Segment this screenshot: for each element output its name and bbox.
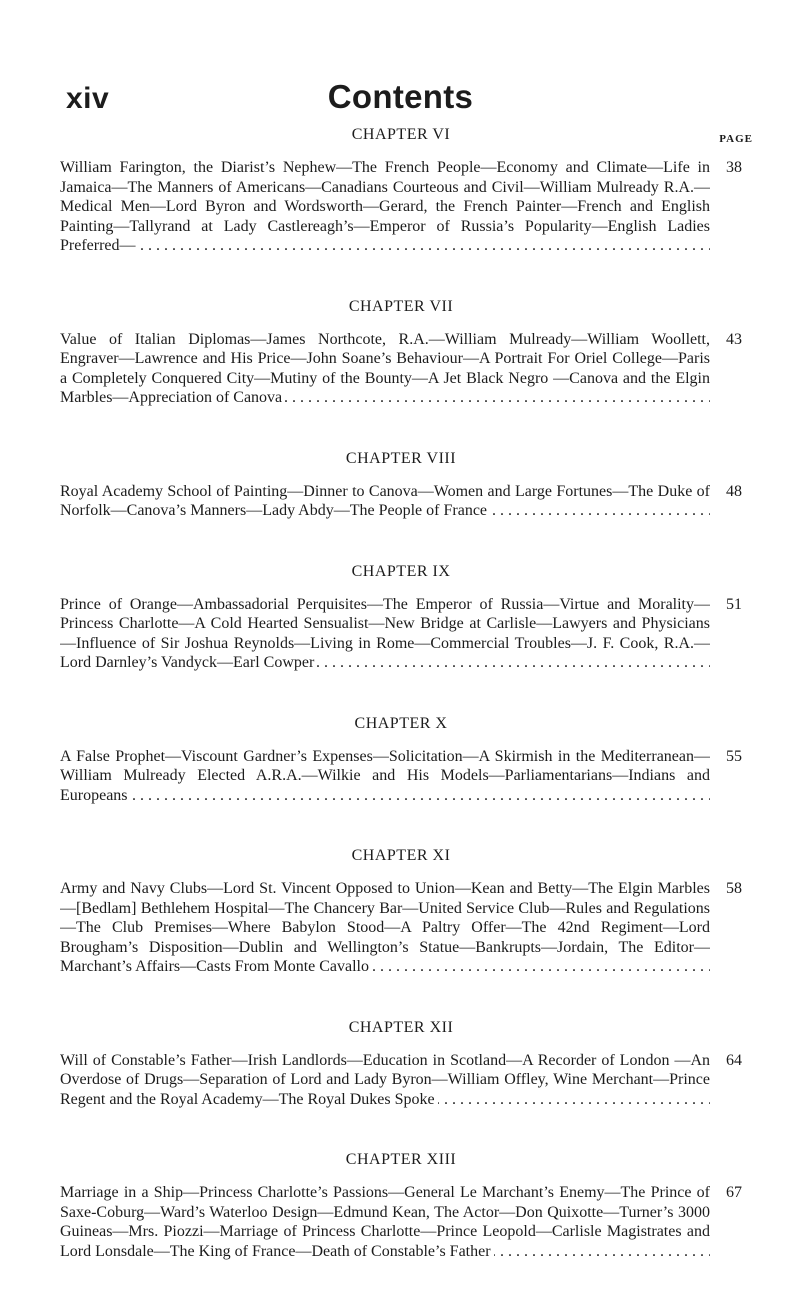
chapter-summary: Prince of Orange—Ambassadorial Perquisites—The Emperor of Russia—Virtue and Morality—Princess Charlotte—A Cold Hearted Sensualist—New Bridge at Carlisle—Lawyers and Physicians—Influence of Sir Joshua Reynolds—Living in Rome—Commercial Troubles—J. F. Cook, R.A.—Lord Darnley’s Vandyck—Earl Cowper [60, 595, 710, 671]
chapter-entry [60, 298, 742, 408]
chapter-entry [60, 1019, 742, 1110]
chapter-summary-line [60, 158, 742, 256]
contents-list [60, 126, 742, 1303]
chapter-heading: CHAPTER XIII [345, 1151, 457, 1168]
chapter-summary-text [60, 747, 710, 806]
page-title: Contents [327, 78, 474, 115]
page-number: xiv [66, 82, 110, 115]
chapter-heading: CHAPTER XI [351, 847, 451, 864]
chapter-entry [60, 847, 742, 977]
chapter-heading: CHAPTER VIII [345, 449, 457, 467]
chapter-page-number: 67 [726, 1184, 742, 1201]
chapter-summary: Army and Navy Clubs—Lord St. Vincent Opposed to Union—Kean and Betty—The Elgin Marbles—[Bedlam] Bethlehem Hospital—The Chancery Bar—United Service Club—Rules and Regulations—The Club Premises—Where Babylon Stood—A Paltry Offer—The 42nd Regiment—Lord Brougham’s Disposition—Dublin and Wellington’s Statue—Bankrupts—Jordain, The Editor—Marchant’s Affairs—Casts From Monte Cavallo [60, 880, 710, 975]
chapter-summary-line [60, 1183, 742, 1261]
chapter-summary-text [60, 1051, 710, 1110]
chapter-entry [60, 715, 742, 806]
chapter-heading: CHAPTER VI [351, 126, 451, 143]
chapter-summary: Marriage in a Ship—Princess Charlotte’s Passions—General Le Marchant’s Enemy—The Prince of Saxe-Coburg—Ward’s Waterloo Design—Edmund Kean, The Actor—Don Quixotte—Turner’s 3000 Guineas—Mrs. Piozzi—Marriage of Princess Charlotte—Prince Leopold—Carlisle Magistrates and Lord Lonsdale—The King of France—Death of Constable’s Father [60, 1184, 710, 1260]
chapter-heading: CHAPTER XII [348, 1018, 454, 1036]
chapter-summary-text [60, 330, 710, 408]
chapter-summary-text [60, 1183, 710, 1261]
chapter-heading: CHAPTER VII [348, 297, 454, 315]
chapter-summary: Value of Italian Diplomas—James Northcote, R.A.—William Mulready—William Woollett, Engraver—Lawrence and His Price—John Soane’s Behaviour—A Portrait For Oriel College—Paris a Completely Conquered City—Mutiny of the Bounty—A Jet Black Negro —Canova and the Elgin Marbles—Appreciation of Canova [60, 330, 710, 406]
chapter-summary-text [60, 482, 710, 521]
chapter-entry [60, 126, 742, 256]
chapter-page-number: 58 [726, 880, 742, 897]
chapter-summary-line [60, 1051, 742, 1110]
chapter-summary-text [60, 595, 710, 673]
chapter-summary-line [60, 482, 742, 521]
chapter-summary-text [60, 879, 710, 977]
chapter-page-number: 48 [726, 482, 742, 500]
chapter-page-number: 64 [726, 1051, 742, 1069]
chapter-entry [60, 450, 742, 521]
chapter-summary-line [60, 595, 742, 673]
chapter-summary: William Farington, the Diarist’s Nephew—The French People—Economy and Climate—Life in Jamaica—The Manners of Americans—Canadians Courteous and Civil—William Mulready R.A.—Medical Men—Lord Byron and Wordsworth—Gerard, the French Painter—French and English Painting—Tallyrand at Lady Castlereagh’s—Emperor of Russia’s Popularity—English Ladies Preferred— [60, 159, 710, 254]
chapter-summary-line [60, 879, 742, 977]
chapter-summary-line [60, 330, 742, 408]
chapter-summary: Royal Academy School of Painting—Dinner to Canova—Women and Large Fortunes—The Duke of Norfolk—Canova’s Manners—Lady Abdy—The People of France [60, 482, 710, 519]
chapter-entry [60, 563, 742, 673]
chapter-heading: CHAPTER X [354, 714, 448, 732]
chapter-summary-text [60, 158, 710, 256]
chapter-summary-line [60, 747, 742, 806]
chapter-entry [60, 1151, 742, 1261]
chapter-heading: CHAPTER IX [351, 562, 451, 580]
chapter-page-number: 43 [726, 330, 742, 348]
chapter-page-number: 55 [726, 747, 742, 765]
chapter-page-number: 38 [726, 159, 742, 176]
chapter-summary: Will of Constable’s Father—Irish Landlords—Education in Scotland—A Recorder of London —An Overdose of Drugs—Separation of Lord and Lady Byron—William Offley, Wine Merchant—Prince Regent and the Royal Academy—The Royal Dukes Spoke [60, 1051, 710, 1108]
chapter-page-number: 51 [726, 595, 742, 613]
page-column-label: PAGE [719, 133, 753, 145]
chapter-summary: A False Prophet—Viscount Gardner’s Expenses—Solicitation—A Skirmish in the Mediterranean—William Mulready Elected A.R.A.—Wilkie and His Models—Parliamentarians—Indians and Europeans [60, 747, 710, 804]
